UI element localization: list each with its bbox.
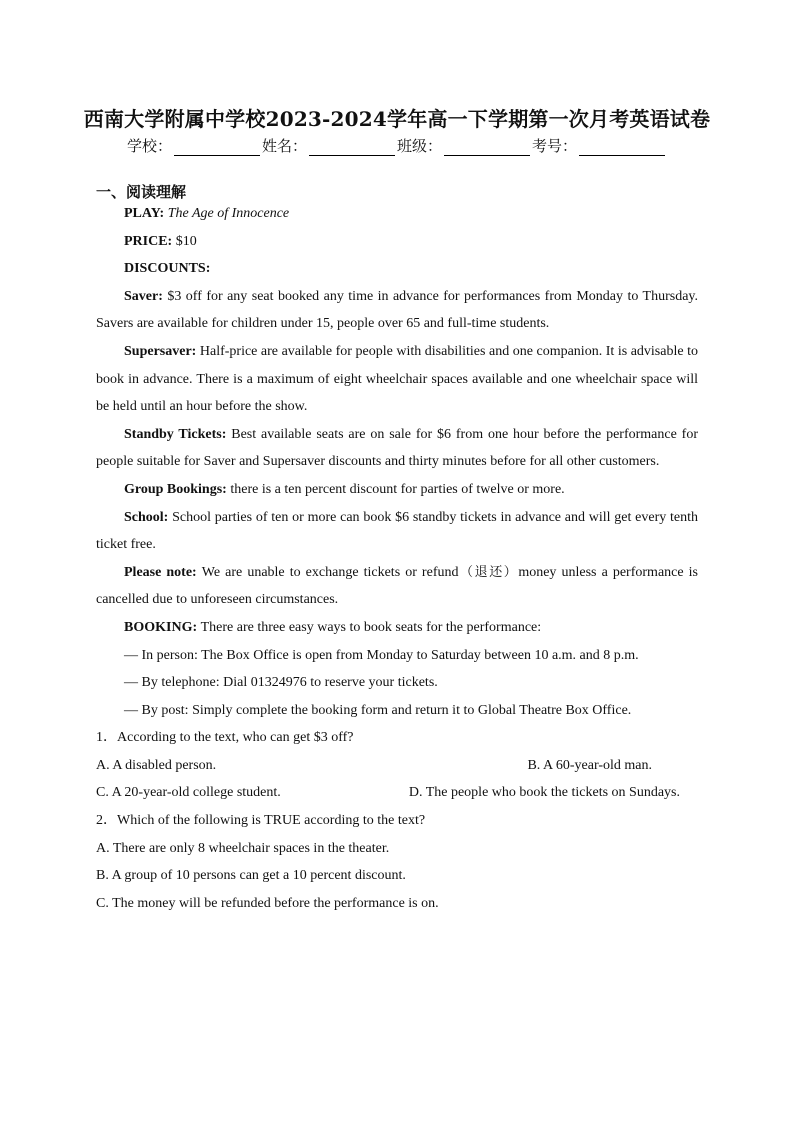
- saver-paragraph: [96, 283, 698, 338]
- booking-paragraph: [96, 614, 698, 642]
- number-label: 考号：: [532, 137, 578, 155]
- school-text: School parties of ten or more can book $6 standby tickets in advance and will get every tenth ticket free.: [96, 509, 699, 553]
- passage: [96, 200, 698, 917]
- discounts-line: [96, 255, 698, 283]
- supersaver-paragraph: [96, 338, 698, 421]
- note-paragraph: [96, 559, 698, 614]
- price-value: $10: [175, 233, 197, 249]
- question-2-stem: 2．Which of the following is TRUE according to the text?: [96, 813, 426, 829]
- standby-label: Standby Tickets:: [124, 426, 227, 442]
- student-info-line: [0, 135, 794, 156]
- q1-option-c[interactable]: C. A 20-year-old college student.: [96, 785, 281, 801]
- booking-label: BOOKING:: [124, 619, 198, 635]
- discounts-label: DISCOUNTS:: [124, 261, 211, 277]
- play-line: [96, 200, 698, 228]
- booking-way-1: — In person: The Box Office is open from Monday to Saturday between 10 a.m. and 8 p.m.: [124, 647, 639, 663]
- school-label: 学校：: [126, 137, 172, 155]
- q2-option-c[interactable]: C. The money will be refunded before the performance is on.: [96, 895, 439, 911]
- question-1-options-row-2: [96, 779, 698, 807]
- school-blank[interactable]: [174, 140, 260, 156]
- school-paragraph: [96, 504, 698, 559]
- name-blank[interactable]: [309, 140, 395, 156]
- booking-way-3: — By post: Simply complete the booking form and return it to Global Theatre Box Office.: [124, 702, 632, 718]
- q1-option-b[interactable]: B. A 60-year-old man.: [527, 757, 652, 773]
- name-label: 姓名：: [261, 137, 307, 155]
- group-label: Group Bookings:: [124, 481, 227, 497]
- group-paragraph: [96, 476, 698, 504]
- supersaver-label: Supersaver:: [124, 343, 197, 359]
- q1-option-a[interactable]: A. A disabled person.: [96, 757, 217, 773]
- saver-text: $3 off for any seat booked any time in advance for performances from Monday to Thursday. Savers are available for children under 15, people over 65 and full-time students.: [96, 288, 698, 332]
- class-blank[interactable]: [444, 140, 530, 156]
- booking-text: There are three easy ways to book seats for the performance:: [200, 619, 542, 635]
- standby-paragraph: [96, 421, 698, 476]
- school-label-bold: School:: [124, 509, 169, 525]
- play-label: PLAY:: [124, 206, 165, 221]
- saver-label: Saver:: [124, 288, 163, 304]
- number-blank[interactable]: [579, 140, 665, 156]
- q2-option-a[interactable]: A. There are only 8 wheelchair spaces in the theater.: [96, 840, 390, 856]
- question-1-stem: 1．According to the text, who can get $3 off?: [96, 730, 354, 746]
- price-line: [96, 228, 698, 256]
- q1-option-d[interactable]: D. The people who book the tickets on Sundays.: [408, 785, 680, 801]
- question-1-options-row-1: [96, 752, 698, 780]
- booking-way-2: — By telephone: Dial 01324976 to reserve your tickets.: [124, 675, 438, 691]
- standby-text: Best available seats are on sale for $6 from one hour before the performance for people suitable for Saver and Supersaver discounts and thirty minutes before for all other customers.: [96, 426, 699, 470]
- group-text: there is a ten percent discount for parties of twelve or more.: [230, 481, 565, 497]
- class-label: 班级：: [397, 137, 443, 155]
- page-title: 西南大学附属中学校2023-2024学年高一下学期第一次月考英语试卷: [83, 107, 711, 131]
- section-heading: 一、阅读理解: [96, 183, 187, 201]
- note-text-b: money unless a performance is cancelled due to unforeseen circumstances.: [96, 564, 698, 608]
- note-chinese: （退还）: [458, 564, 519, 580]
- q2-option-b[interactable]: B. A group of 10 persons can get a 10 percent discount.: [96, 868, 406, 884]
- note-label: Please note:: [124, 564, 197, 580]
- supersaver-text: Half-price are available for people with disabilities and one companion. It is advisable to book in advance. There is a maximum of eight wheelchair spaces available and one wheelchair space will be held until an hour before the show.: [96, 343, 699, 415]
- note-text-a: We are unable to exchange tickets or refund: [201, 564, 459, 580]
- play-title: The Age of Innocence: [167, 206, 290, 221]
- price-label: PRICE:: [124, 233, 173, 249]
